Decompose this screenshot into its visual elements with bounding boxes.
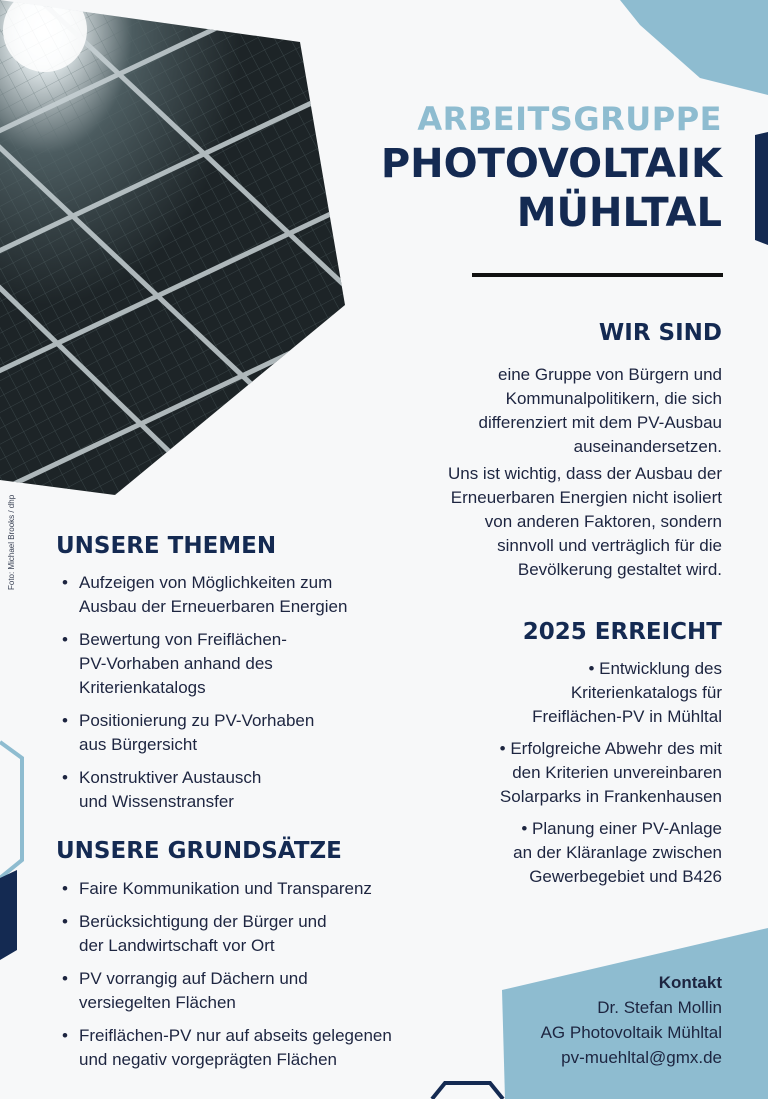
list-item: [62, 877, 392, 901]
list-item: [62, 1024, 392, 1072]
contact-email[interactable]: pv-muehltal@gmx.de: [561, 1048, 722, 1067]
text-line: und Wissenstransfer: [79, 792, 234, 811]
wir-sind-paragraph-1: [479, 363, 722, 459]
contact-name: Dr. Stefan Mollin: [597, 998, 722, 1017]
title-line-3: MÜHLTAL: [516, 190, 722, 236]
text-line: an der Kläranlage zwischen: [513, 843, 722, 862]
text-line: • Berücksichtigung der Bürger und: [79, 912, 327, 931]
right-edge-tab: [755, 132, 768, 245]
list-item: [62, 967, 392, 1015]
text-line: den Kriterien unvereinbaren: [512, 763, 722, 782]
bottom-hexagon-outline: [432, 1083, 503, 1099]
text-line: • Freiflächen-PV nur auf abseits gelegenen: [79, 1026, 392, 1045]
text-line: Gewerbegebiet und B426: [529, 867, 722, 886]
text-line: • Entwicklung des: [588, 659, 722, 678]
text-line: • Erfolgreiche Abwehr des mit: [499, 739, 722, 758]
list-item: [62, 766, 347, 814]
text-line: • Planung einer PV-Anlage: [521, 819, 722, 838]
themen-heading: UNSERE THEMEN: [56, 533, 277, 559]
top-right-hexagon: [620, 0, 768, 95]
title-line-2: PHOTOVOLTAIK: [380, 141, 722, 187]
grundsaetze-heading: UNSERE GRUNDSÄTZE: [56, 838, 342, 864]
title-divider: [472, 273, 723, 277]
contact-title: Kontakt: [658, 973, 722, 992]
text-line: • Konstruktiver Austausch: [79, 768, 262, 787]
text-line: • Aufzeigen von Möglichkeiten zum: [79, 573, 333, 592]
text-line: PV-Vorhaben anhand des: [79, 654, 273, 673]
text-line: Erneuerbaren Energien nicht isoliert: [450, 488, 722, 507]
list-item: [62, 628, 347, 700]
contact-block: [541, 970, 722, 1070]
text-line: Kriterienkatalogs für: [570, 683, 722, 702]
text-line: Freiflächen-PV in Mühltal: [532, 707, 722, 726]
erreicht-heading: 2025 ERREICHT: [522, 619, 722, 645]
text-line: Uns ist wichtig, dass der Ausbau der: [447, 464, 722, 483]
photo-credit: Foto: Michael Brooks / dhp: [7, 494, 16, 590]
themen-list: [62, 571, 347, 823]
text-line: von anderen Faktoren, sondern: [484, 512, 722, 531]
text-line: • PV vorrangig auf Dächern und: [79, 969, 308, 988]
text-line: Kommunalpolitikern, die sich: [505, 389, 722, 408]
text-line: • Positionierung zu PV-Vorhaben: [79, 711, 315, 730]
text-line: und negativ vorgeprägten Flächen: [79, 1050, 338, 1069]
title-line-1: ARBEITSGRUPPE: [417, 100, 722, 138]
left-hexagon-outline: [0, 742, 22, 878]
solar-panel-photo: [0, 0, 360, 500]
page-title: [381, 140, 722, 238]
grundsaetze-list: [62, 877, 392, 1081]
text-line: auseinandersetzen.: [573, 437, 722, 456]
text-line: differenziert mit dem PV-Ausbau: [478, 413, 722, 432]
text-line: Kriterienkatalogs: [79, 678, 206, 697]
text-line: • Faire Kommunikation und Transparenz: [79, 879, 372, 898]
list-item: [500, 737, 722, 809]
left-edge-tab: [0, 870, 17, 960]
text-line: versiegelten Flächen: [79, 993, 236, 1012]
list-item: [500, 657, 722, 729]
wir-sind-paragraph-2: [448, 462, 722, 582]
list-item: [62, 910, 392, 958]
text-line: Solarparks in Frankenhausen: [499, 787, 722, 806]
text-line: der Landwirtschaft vor Ort: [79, 936, 275, 955]
text-line: Ausbau der Erneuerbaren Energien: [79, 597, 348, 616]
contact-org: AG Photovoltaik Mühltal: [540, 1023, 722, 1042]
list-item: [62, 571, 347, 619]
text-line: • Bewertung von Freiflächen-: [79, 630, 287, 649]
erreicht-list: [500, 657, 722, 897]
list-item: [62, 709, 347, 757]
wir-sind-heading: WIR SIND: [598, 320, 722, 346]
text-line: sinnvoll und verträglich für die: [497, 536, 722, 555]
text-line: Bevölkerung gestaltet wird.: [517, 560, 722, 579]
text-line: eine Gruppe von Bürgern und: [498, 365, 722, 384]
list-item: [500, 817, 722, 889]
text-line: aus Bürgersicht: [79, 735, 198, 754]
